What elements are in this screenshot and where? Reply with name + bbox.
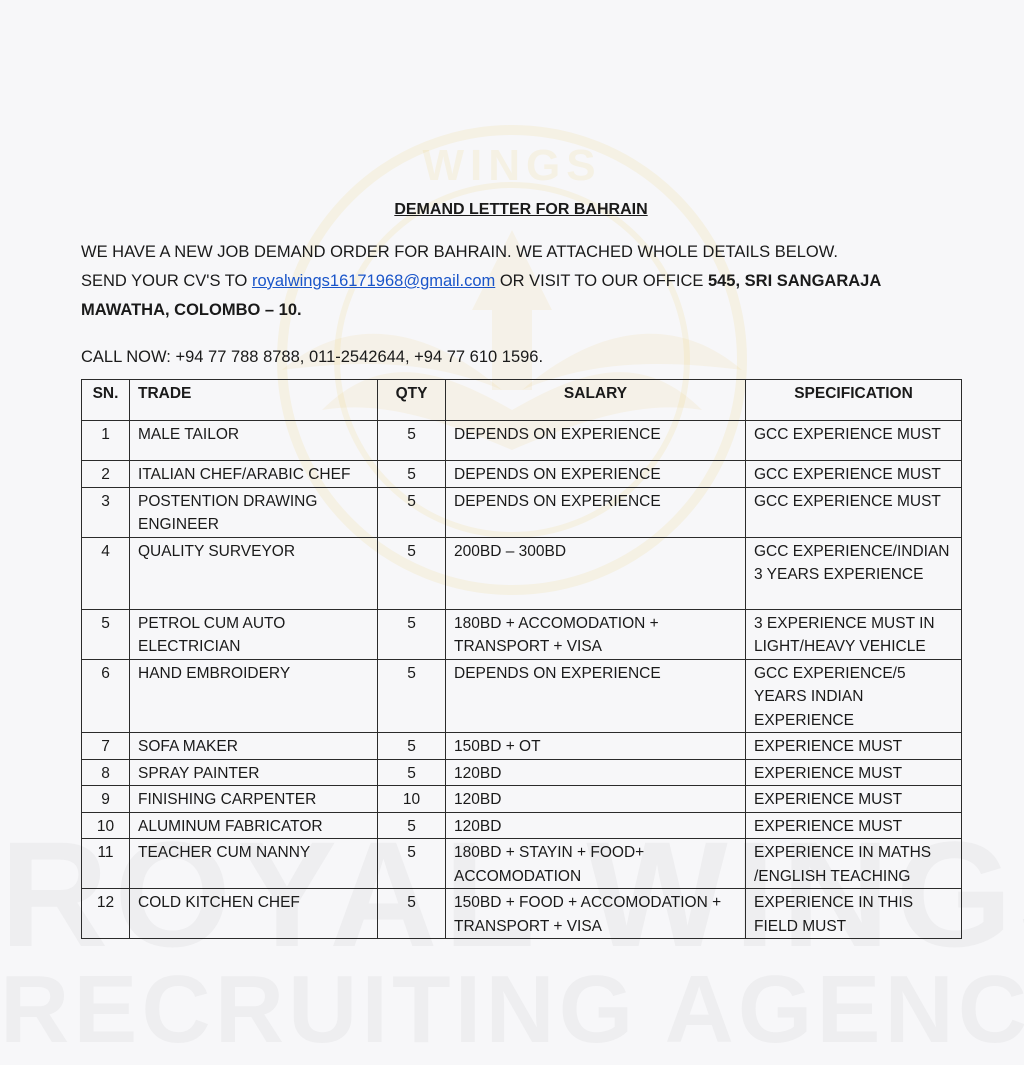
cell-specification: 3 EXPERIENCE MUST IN LIGHT/HEAVY VEHICLE [746, 609, 962, 659]
call-now-line: CALL NOW: +94 77 788 8788, 011-2542644, +94 77 610 1596. [81, 348, 544, 366]
cell-sn: 10 [82, 812, 130, 839]
header-qty: QTY [378, 380, 446, 421]
cell-specification: GCC EXPERIENCE MUST [746, 487, 962, 537]
table-row [82, 609, 962, 659]
table-row [82, 421, 962, 461]
cell-qty: 5 [378, 659, 446, 733]
cell-trade: PETROL CUM AUTO ELECTRICIAN [130, 609, 378, 659]
cell-salary: DEPENDS ON EXPERIENCE [446, 461, 746, 488]
cell-specification: EXPERIENCE MUST [746, 786, 962, 813]
cell-trade: POSTENTION DRAWING ENGINEER [130, 487, 378, 537]
cell-specification: EXPERIENCE MUST [746, 759, 962, 786]
office-prefix: OR VISIT TO OUR OFFICE [495, 272, 708, 290]
cell-sn: 4 [82, 537, 130, 609]
cell-trade: QUALITY SURVEYOR [130, 537, 378, 609]
header-salary: SALARY [446, 380, 746, 421]
cell-salary: DEPENDS ON EXPERIENCE [446, 487, 746, 537]
table-row [82, 659, 962, 733]
table-row [82, 812, 962, 839]
cell-qty: 5 [378, 759, 446, 786]
header-specification: SPECIFICATION [746, 380, 962, 421]
table-row [82, 759, 962, 786]
cell-sn: 7 [82, 733, 130, 760]
cell-qty: 10 [378, 786, 446, 813]
intro-line-1: WE HAVE A NEW JOB DEMAND ORDER FOR BAHRAIN. WE ATTACHED WHOLE DETAILS BELOW. [81, 243, 838, 261]
cell-specification: EXPERIENCE MUST [746, 812, 962, 839]
cell-salary: 150BD + OT [446, 733, 746, 760]
table-header-row [82, 380, 962, 421]
header-sn: SN. [82, 380, 130, 421]
cell-specification: EXPERIENCE IN MATHS /ENGLISH TEACHING [746, 839, 962, 889]
intro-paragraph [81, 238, 961, 325]
cell-trade: SPRAY PAINTER [130, 759, 378, 786]
cell-trade: ALUMINUM FABRICATOR [130, 812, 378, 839]
table-row [82, 537, 962, 609]
document-body [81, 198, 961, 369]
header-trade: TRADE [130, 380, 378, 421]
office-address: 545, SRI SANGARAJA MAWATHA, COLOMBO – 10. [81, 272, 881, 319]
cell-sn: 2 [82, 461, 130, 488]
cell-qty: 5 [378, 733, 446, 760]
cell-specification: GCC EXPERIENCE/INDIAN 3 YEARS EXPERIENCE [746, 537, 962, 609]
cell-specification: GCC EXPERIENCE MUST [746, 461, 962, 488]
cell-salary: 150BD + FOOD + ACCOMODATION + TRANSPORT + VISA [446, 889, 746, 939]
document-title: DEMAND LETTER FOR BAHRAIN [394, 201, 648, 218]
watermark-line-2 [0, 955, 1024, 1065]
cell-specification: GCC EXPERIENCE MUST [746, 421, 962, 461]
cell-salary: 120BD [446, 786, 746, 813]
cell-sn: 5 [82, 609, 130, 659]
cell-sn: 9 [82, 786, 130, 813]
cell-sn: 12 [82, 889, 130, 939]
table-row [82, 733, 962, 760]
cell-trade: COLD KITCHEN CHEF [130, 889, 378, 939]
job-demand-table [81, 379, 962, 939]
cell-sn: 6 [82, 659, 130, 733]
cell-trade: MALE TAILOR [130, 421, 378, 461]
cell-salary: DEPENDS ON EXPERIENCE [446, 421, 746, 461]
cell-sn: 8 [82, 759, 130, 786]
cell-trade: TEACHER CUM NANNY [130, 839, 378, 889]
cell-qty: 5 [378, 812, 446, 839]
cell-specification: EXPERIENCE IN THIS FIELD MUST [746, 889, 962, 939]
table-row [82, 889, 962, 939]
cell-qty: 5 [378, 461, 446, 488]
svg-text:WINGS: WINGS [422, 141, 602, 190]
cell-salary: 180BD + ACCOMODATION + TRANSPORT + VISA [446, 609, 746, 659]
cell-sn: 1 [82, 421, 130, 461]
table-row [82, 839, 962, 889]
cell-trade: HAND EMBROIDERY [130, 659, 378, 733]
cell-qty: 5 [378, 839, 446, 889]
cell-sn: 3 [82, 487, 130, 537]
cell-qty: 5 [378, 421, 446, 461]
cell-qty: 5 [378, 609, 446, 659]
cell-salary: DEPENDS ON EXPERIENCE [446, 659, 746, 733]
cell-salary: 200BD – 300BD [446, 537, 746, 609]
cell-qty: 5 [378, 487, 446, 537]
cell-trade: SOFA MAKER [130, 733, 378, 760]
email-link[interactable]: royalwings16171968@gmail.com [251, 272, 496, 290]
table-row [82, 461, 962, 488]
cell-trade: FINISHING CARPENTER [130, 786, 378, 813]
cell-salary: 180BD + STAYIN + FOOD+ ACCOMODATION [446, 839, 746, 889]
table-body [82, 421, 962, 939]
cell-trade: ITALIAN CHEF/ARABIC CHEF [130, 461, 378, 488]
table-row [82, 487, 962, 537]
send-prefix: SEND YOUR CV'S TO [81, 272, 252, 290]
cell-specification: EXPERIENCE MUST [746, 733, 962, 760]
cell-salary: 120BD [446, 812, 746, 839]
cell-qty: 5 [378, 889, 446, 939]
cell-sn: 11 [82, 839, 130, 889]
cell-specification: GCC EXPERIENCE/5 YEARS INDIAN EXPERIENCE [746, 659, 962, 733]
cell-qty: 5 [378, 537, 446, 609]
table-row [82, 786, 962, 813]
cell-salary: 120BD [446, 759, 746, 786]
